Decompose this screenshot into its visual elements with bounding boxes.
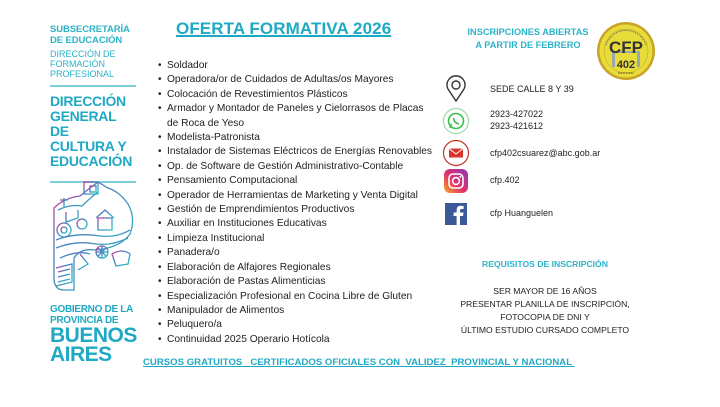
requisito-line: ÚLTIMO ESTUDIO CURSADO COMPLETO xyxy=(460,325,630,335)
list-item: • Limpieza Institucional xyxy=(158,232,433,246)
contact-instagram xyxy=(442,167,520,195)
inscripciones-banner xyxy=(458,26,598,52)
list-item: • Auxiliar en Instituciones Educativas xyxy=(158,217,433,231)
facebook-icon[interactable] xyxy=(442,200,470,228)
list-item: • Pensamiento Computacional xyxy=(158,174,433,188)
contact-email xyxy=(442,139,601,167)
requisito-line: FOTOCOPIA DE DNI Y xyxy=(500,312,590,322)
direccion-formacion-label: DIRECCIÓN DE FORMACIÓN PROFESIONAL xyxy=(50,49,116,79)
list-item: • Especialización Profesional en Cocina Libre de Gluten xyxy=(158,290,433,304)
email-icon[interactable] xyxy=(442,139,470,167)
dgce-line: DIRECCIÓN xyxy=(50,93,126,109)
left-panel xyxy=(50,25,138,183)
list-item: • Operadora/or de Cuidados de Adultas/os Mayores xyxy=(158,73,433,87)
course-list xyxy=(158,59,433,347)
list-item: • Elaboración de Pastas Alimenticias xyxy=(158,275,433,289)
email-text[interactable]: cfp402csuarez@abc.gob.ar xyxy=(490,148,601,158)
contact-address xyxy=(442,75,574,103)
requisito-line: PRESENTAR PLANILLA DE INSCRIPCIÓN, xyxy=(460,299,630,309)
list-item: • Operador de Herramientas de Marketing y Venta Digital xyxy=(158,189,433,203)
list-item: • Peluquero/a xyxy=(158,318,433,332)
buenos-aires-province-logo-icon xyxy=(50,178,136,296)
inscripciones-line: INSCRIPCIONES ABIERTAS xyxy=(467,27,589,37)
gobierno-buenos: BUENOS xyxy=(50,324,137,347)
list-item: • Gestión de Emprendimientos Productivos xyxy=(158,203,433,217)
phone-numbers xyxy=(490,108,543,132)
list-item: • Armador y Montador de Paneles y Cielorrasos de Placas de Roca de Yeso xyxy=(158,102,433,131)
dgce-line: EDUCACIÓN xyxy=(50,153,133,169)
list-item: • Manipulador de Alimentos xyxy=(158,304,433,318)
instagram-handle[interactable]: cfp.402 xyxy=(490,175,520,185)
inscripciones-line: A PARTIR DE FEBRERO xyxy=(475,40,581,50)
subsecretaria-label: SUBSECRETARÍA DE EDUCACIÓN xyxy=(50,24,130,46)
divider xyxy=(50,85,136,87)
gobierno-aires: AIRES xyxy=(50,343,112,366)
whatsapp-icon[interactable] xyxy=(442,107,470,135)
list-item: • Op. de Software de Gestión Administrativo-Contable xyxy=(158,160,433,174)
list-item: • Modelista-Patronista xyxy=(158,131,433,145)
contact-whatsapp xyxy=(442,107,544,135)
instagram-icon[interactable] xyxy=(442,167,470,195)
list-item: • Continuidad 2025 Operario Hotícola xyxy=(158,333,433,347)
cfp-logo-text: CFP xyxy=(609,38,643,57)
list-item: • Instalador de Sistemas Eléctricos de Energías Renovables xyxy=(158,145,433,159)
list-item: • Colocación de Revestimientos Plásticos xyxy=(158,88,433,102)
requisitos-title: REQUISITOS DE INSCRIPCIÓN xyxy=(482,259,608,269)
gobierno-line: GOBIERNO DE LA xyxy=(50,304,134,315)
list-item: • Panadera/o xyxy=(158,246,433,260)
dgce-line: CULTURA Y xyxy=(50,138,127,154)
requisito-line: SER MAYOR DE 16 AÑOS xyxy=(493,286,597,296)
gobierno-buenos-aires-wordmark xyxy=(50,304,140,364)
facebook-page[interactable]: cfp Huanguelen xyxy=(490,208,554,218)
phone-number[interactable]: 2923-427022 xyxy=(490,109,544,119)
list-item: • Soldador xyxy=(158,59,433,73)
address-text: SEDE CALLE 8 Y 39 xyxy=(490,84,574,94)
contact-facebook xyxy=(442,200,554,228)
cfp-402-logo-icon xyxy=(596,21,656,81)
direccion-general-label xyxy=(50,94,138,169)
page-title: OFERTA FORMATIVA 2026 xyxy=(176,19,392,38)
requisitos-list xyxy=(430,285,660,337)
location-pin-icon xyxy=(442,75,470,103)
list-item: • Elaboración de Alfajores Regionales xyxy=(158,261,433,275)
gobierno-line: PROVINCIA DE xyxy=(50,315,119,326)
cfp-logo-number: 402 xyxy=(616,59,636,71)
dgce-line: GENERAL DE xyxy=(50,108,117,139)
phone-number[interactable]: 2923-421612 xyxy=(490,121,544,131)
footer-banner: CURSOS GRATUITOS CERTIFICADOS OFICIALES CON VALIDEZ PROVINCIAL Y NACIONAL xyxy=(143,357,575,368)
